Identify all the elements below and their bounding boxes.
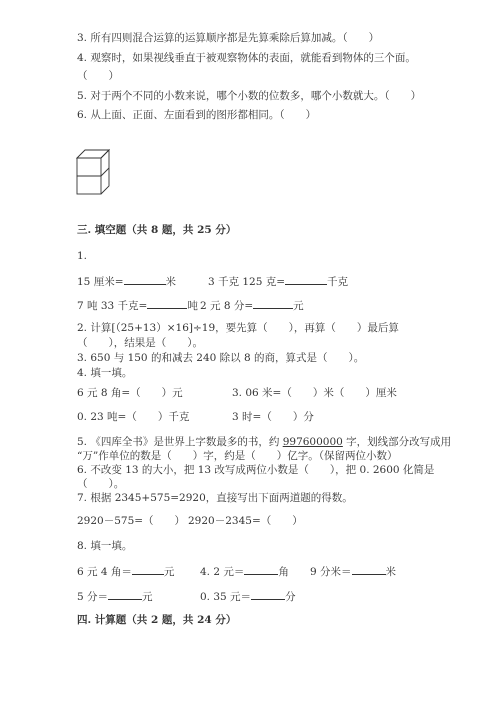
fill-q1-number: 1. [77, 250, 88, 262]
fill-q4-row1-item1: 6 元 8 角=（ ）元 [77, 387, 183, 399]
fill-q2-line1: 2. 计算[（25+13）×16]÷19，要先算（ ），再算（ ）最后算 [77, 322, 399, 334]
fill-q5-text-before: 5. 《四库全书》是世界上字数最多的书，约 [77, 436, 283, 448]
fill-q7-item1: 2920－575=（ ） [77, 515, 186, 527]
fill-q8-row2-item2 [200, 589, 296, 604]
fill-q8-row2-item1-unit: 元 [142, 591, 153, 603]
judge-q4-line2: （ ） [77, 70, 119, 82]
fill-q1-row2-item2-text: 2 元 8 分= [200, 300, 254, 312]
fill-q7: 7. 根据 2345+575=2920，直接写出下面两道题的得数。 [77, 492, 353, 504]
fill-q8-row1-item2 [200, 564, 289, 579]
stacked-cubes-figure [75, 146, 111, 196]
fill-q1-row1-item1-unit: 米 [165, 276, 176, 288]
fill-q1-row1-item2-unit: 千克 [327, 276, 349, 288]
fill-q8-row1-item3-text: 9 分米＝ [310, 566, 352, 578]
fill-q1-row2-item2-unit: 元 [293, 300, 304, 312]
fill-q8-row1-item3-unit: 米 [385, 566, 397, 578]
fill-q1-row2-item1-unit: 吨 [187, 300, 198, 312]
fill-q1-row1-item1-text: 15 厘米= [77, 276, 124, 288]
fill-q8-row2-item2-text: 0. 35 元＝ [200, 591, 252, 603]
fill-q4-row2-item1: 0. 23 吨=（ ）千克 [77, 411, 190, 423]
fill-q8-row2-item1 [77, 589, 153, 604]
fill-q8-row1-item1-text: 6 元 4 角＝ [77, 566, 132, 578]
fill-q1-row2-item1-text: 7 吨 33 千克= [77, 300, 148, 312]
fill-q1-row2-item1 [77, 298, 198, 313]
fill-q4-row2-item2: 3 时=（ ）分 [232, 411, 314, 423]
fill-section-heading: 三. 填空题（共 8 题，共 25 分） [77, 224, 237, 236]
fill-q5-line1 [77, 436, 451, 449]
answer-blank[interactable] [124, 274, 166, 285]
fill-q8-row2-item1-text: 5 分＝ [77, 591, 109, 603]
fill-q1-row1-item2 [208, 274, 348, 289]
answer-blank[interactable] [253, 298, 293, 309]
underlined-number: 997600000 [282, 436, 343, 448]
answer-blank[interactable] [352, 564, 386, 575]
fill-q1-row2-item2 [200, 298, 304, 313]
answer-blank[interactable] [244, 564, 278, 575]
answer-blank[interactable] [251, 589, 285, 600]
fill-q8-row1-item3 [310, 564, 396, 579]
fill-q8-row1-item2-text: 4. 2 元＝ [200, 566, 245, 578]
fill-q4: 4. 填一填。 [77, 367, 133, 379]
fill-q8: 8. 填一填。 [77, 540, 133, 552]
fill-q7-item2: 2920－2345=（ ） [188, 515, 303, 527]
answer-blank[interactable] [285, 274, 327, 285]
fill-q5-text-after: 字，划线部分改写成用 [342, 436, 452, 448]
fill-q6-line2: （ ）。 [77, 478, 125, 490]
answer-blank[interactable] [108, 589, 142, 600]
judge-q5: 5. 对于两个不同的小数来说，哪个小数的位数多，哪个小数就大。（ ） [77, 90, 422, 102]
fill-q2-line2: （ ），结果是（ ）。 [77, 337, 203, 349]
fill-q8-row1-item1-unit: 元 [163, 566, 175, 578]
judge-q4-line1: 4. 观察时，如果视线垂直于被观察物体的表面，就能看到物体的三个面。 [77, 52, 416, 64]
answer-blank[interactable] [147, 298, 187, 309]
fill-q4-row1-item2: 3. 06 米=（ ）米（ ）厘米 [232, 387, 397, 399]
fill-q5-line2: “万”作单位的数是（ ）字，约是（ ）亿字。（保留两位小数） [77, 450, 398, 462]
fill-q6-line1: 6. 不改变 13 的大小，把 13 改写成两位小数是（ ），把 0. 2600 化简是 [77, 464, 435, 476]
answer-blank[interactable] [132, 564, 164, 575]
calc-section-heading: 四. 计算题（共 2 题，共 24 分） [77, 614, 237, 626]
fill-q8-row2-item2-unit: 分 [285, 591, 296, 603]
judge-q3: 3. 所有四则混合运算的运算顺序都是先算乘除后算加减。（ ） [77, 32, 380, 44]
fill-q8-row1-item2-unit: 角 [278, 566, 289, 578]
fill-q1-row1-item1 [77, 274, 176, 289]
fill-q8-row1-item1 [77, 564, 174, 579]
fill-q1-row1-item2-text: 3 千克 125 克= [208, 276, 286, 288]
judge-q6: 6. 从上面、正面、左面看到的图形都相同。（ ） [77, 109, 317, 121]
fill-q3: 3. 650 与 150 的和减去 240 除以 8 的商，算式是（ ）。 [77, 352, 365, 364]
